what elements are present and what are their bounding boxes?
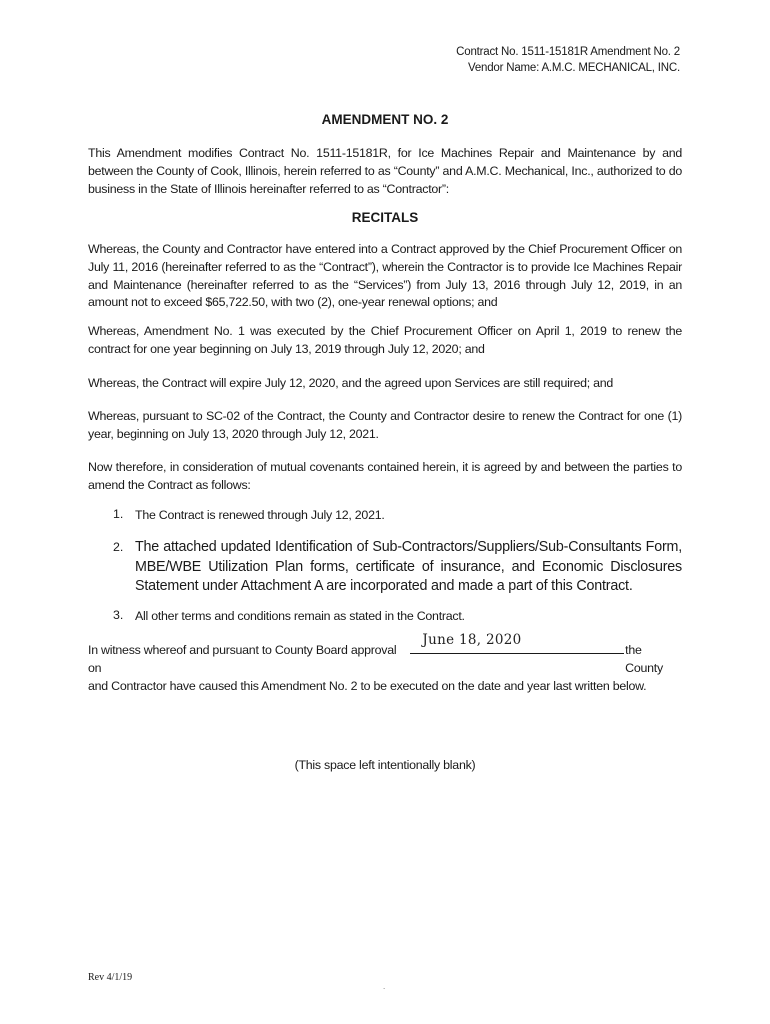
recitals-heading: RECITALS <box>351 210 419 225</box>
witness-text-end: the County <box>625 643 663 675</box>
contract-number-line: Contract No. 1511-15181R Amendment No. 2 <box>456 46 680 58</box>
witness-text-start: In witness whereof and pursuant to County Board approval on <box>88 643 397 675</box>
recital-paragraph-3: Whereas, the Contract will expire July 12, 2020, and the agreed upon Services are still required; and <box>88 376 614 390</box>
witness-text-line-2: and Contractor have caused this Amendment No. 2 to be executed on the date and year last written below. <box>88 678 647 693</box>
item-text: All other terms and conditions remain as stated in the Contract. <box>135 609 465 623</box>
witness-clause <box>88 632 682 695</box>
vendor-name-line: Vendor Name: A.M.C. MECHANICAL, INC. <box>467 62 680 74</box>
item-number: 1. <box>113 507 124 521</box>
item-number: 2. <box>113 540 124 554</box>
approval-date-line[interactable] <box>410 632 624 654</box>
intentionally-blank-note: (This space left intentionally blank) <box>294 758 476 772</box>
intro-paragraph: This Amendment modifies Contract No. 1511-15181R, for Ice Machines Repair and Maintenance by and between the County of Cook, Illinois, herein referred to as “County” and A.M.C. Mechanical, Inc., authorized to do business in the State of Illinois hereinafter referred to as “Contractor”: <box>88 146 682 196</box>
recital-paragraph-4: Whereas, pursuant to SC-02 of the Contract, the County and Contractor desire to renew the Contract for one (1) year, beginning on July 13, 2020 through July 12, 2021. <box>88 409 682 441</box>
now-therefore-paragraph: Now therefore, in consideration of mutual covenants contained herein, it is agreed by and between the parties to amend the Contract as follows: <box>88 460 682 492</box>
item-text: The Contract is renewed through July 12, 2021. <box>135 508 385 522</box>
item-text: The attached updated Identification of Sub-Contractors/Suppliers/Sub-Consultants Form, MBE/WBE Utilization Plan forms, certificate of insurance, and Economic Disclosures Statement under Attachment A are incorporated and made a part of this Contract. <box>135 539 682 594</box>
page-mark: . <box>383 982 386 991</box>
recital-paragraph-2: Whereas, Amendment No. 1 was executed by the Chief Procurement Officer on April 1, 2019 to renew the contract for one year beginning on July 13, 2019 through July 12, 2020; and <box>88 324 682 356</box>
amendment-title: AMENDMENT NO. 2 <box>321 112 449 127</box>
recital-paragraph-1: Whereas, the County and Contractor have entered into a Contract approved by the Chief Procurement Officer on July 11, 2016 (hereinafter referred to as the “Contract”), wherein the Contractor is to provide Ice Machines Repair and Maintenance (hereinafter referred to as the “Services”) from July 13, 2016 through July 12, 2019, in an amount not to exceed $65,722.50, with two (2), one-year renewal options; and <box>88 242 682 310</box>
document-header <box>456 44 680 76</box>
approval-date: June 18, 2020 <box>422 632 522 648</box>
revision-footer: Rev 4/1/19 <box>88 972 133 983</box>
item-number: 3. <box>113 608 124 622</box>
